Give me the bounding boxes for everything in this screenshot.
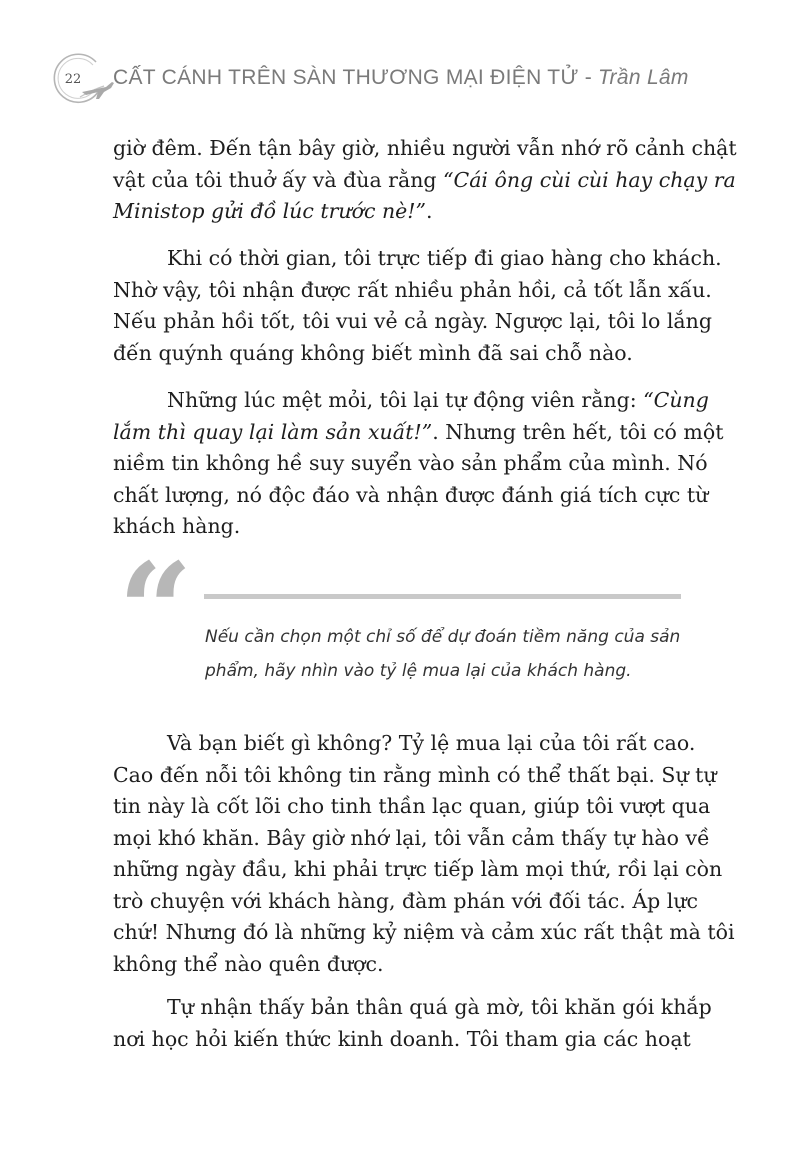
header-title xyxy=(113,66,689,90)
text-line: Tự nhận thấy bản thân quá gà mờ, tôi khăn gói khắp xyxy=(167,995,712,1019)
quoted-speech: Ministop gửi đồ lúc trước nè!” xyxy=(113,199,427,223)
quote-mark-icon: “ xyxy=(118,534,193,687)
text-line: những ngày đầu, khi phải trực tiếp làm mọi thứ, rồi lại còn xyxy=(113,857,723,881)
text-line: khách hàng. xyxy=(113,514,241,538)
text-line: Nếu phản hồi tốt, tôi vui vẻ cả ngày. Ngược lại, tôi lo lắng xyxy=(113,309,712,333)
text-line: lắm thì quay lại làm sản xuất!”. Nhưng trên hết, tôi có một xyxy=(113,419,724,444)
text-line: nơi học hỏi kiến thức kinh doanh. Tôi tham gia các hoạt xyxy=(113,1026,691,1051)
text-line: Nhờ vậy, tôi nhận được rất nhiều phản hồi, cả tốt lẫn xấu. xyxy=(113,277,712,302)
text-line: chứ! Nhưng đó là những kỷ niệm và cảm xúc rất thật mà tôi xyxy=(113,920,735,944)
text-line: đến quýnh quáng không biết mình đã sai chỗ nào. xyxy=(113,340,633,365)
pull-quote-line: phẩm, hãy nhìn vào tỷ lệ mua lại của khách hàng. xyxy=(205,661,632,681)
text-line: trò chuyện với khách hàng, đàm phán với đối tác. Áp lực xyxy=(113,888,699,913)
header-decoration xyxy=(0,0,793,120)
text-line: Những lúc mệt mỏi, tôi lại tự động viên rằng: “Cùng xyxy=(167,388,709,412)
author-name: Trần Lâm xyxy=(597,66,689,89)
page-number: 22 xyxy=(64,72,82,87)
pull-quote-line: Nếu cần chọn một chỉ số để dự đoán tiềm năng của sản xyxy=(205,627,681,647)
text-line: tin này là cốt lõi cho tinh thần lạc quan, giúp tôi vượt qua xyxy=(113,794,711,818)
quoted-speech: “Cái ông cùi cùi hay chạy ra xyxy=(443,167,736,192)
running-header xyxy=(0,0,793,120)
text-line: vật của tôi thuở ấy và đùa rằng “Cái ông cùi cùi hay chạy ra xyxy=(113,167,736,192)
quoted-speech: “Cùng xyxy=(643,388,709,412)
text-line: Khi có thời gian, tôi trực tiếp đi giao hàng cho khách. xyxy=(167,246,722,270)
paragraph-5 xyxy=(113,992,712,1055)
text-line: chất lượng, nó độc đáo và nhận được đánh giá tích cực từ xyxy=(113,482,709,507)
paragraph-1 xyxy=(113,133,737,228)
paragraph-4 xyxy=(113,728,735,980)
paragraph-2 xyxy=(113,243,722,369)
quoted-speech: lắm thì quay lại làm sản xuất!” xyxy=(113,419,433,444)
quote-divider xyxy=(204,594,681,599)
text-line: mọi khó khăn. Bây giờ nhớ lại, tôi vẫn cảm thấy tự hào về xyxy=(113,825,710,850)
text-line: Cao đến nỗi tôi không tin rằng mình có thể thất bại. Sự tự xyxy=(113,762,717,787)
book-title: CẤT CÁNH TRÊN SÀN THƯƠNG MẠI ĐIỆN TỬ xyxy=(113,66,579,89)
paragraph-3 xyxy=(113,385,724,543)
pull-quote xyxy=(205,620,685,688)
header-separator: - xyxy=(584,66,592,89)
text-line: Ministop gửi đồ lúc trước nè!”. xyxy=(113,199,433,223)
text-line: giờ đêm. Đến tận bây giờ, nhiều người vẫn nhớ rõ cảnh chật xyxy=(113,136,737,160)
text-line: không thể nào quên được. xyxy=(113,951,384,976)
text-line: Và bạn biết gì không? Tỷ lệ mua lại của tôi rất cao. xyxy=(167,731,696,755)
text-line: niềm tin không hề suy suyển vào sản phẩm của mình. Nó xyxy=(113,451,708,475)
